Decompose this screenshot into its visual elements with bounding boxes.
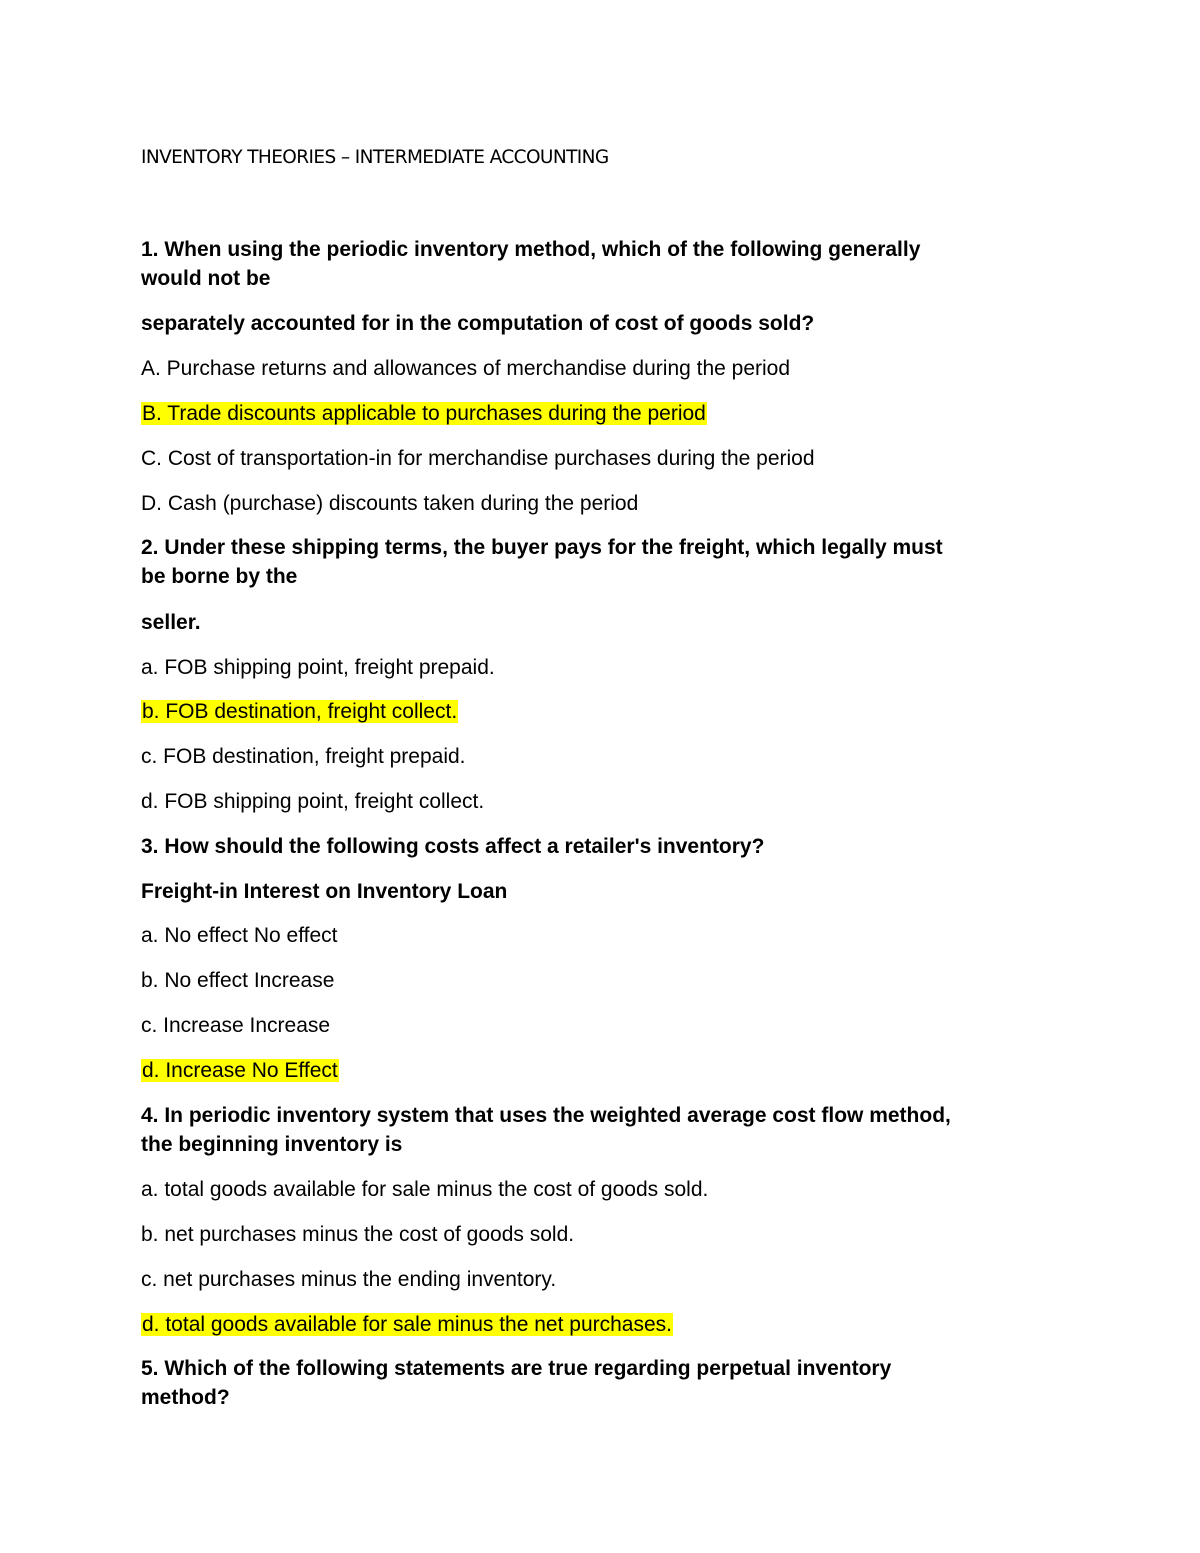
option-text: a. total goods available for sale minus the cost of goods sold. [141,1178,709,1201]
question-4-option-d-answer [141,1310,673,1339]
question-2-option-c [141,742,466,771]
question-4-text-line-2: the beginning inventory is [141,1133,403,1156]
highlighted-answer: d. total goods available for sale minus the net purchases. [142,1313,672,1336]
question-1-text-line-2: would not be [141,267,271,290]
document-title: INVENTORY THEORIES – INTERMEDIATE ACCOUNTING [141,147,609,168]
question-3-option-a [141,921,338,950]
option-text: b. net purchases minus the cost of goods sold. [141,1223,575,1246]
question-4-option-b [141,1220,574,1249]
question-1-option-b-answer [141,399,707,428]
option-text: b. No effect Increase [141,969,335,992]
option-text: d. FOB shipping point, freight collect. [141,790,485,813]
option-text: c. net purchases minus the ending inventory. [141,1268,557,1291]
question-2-option-d [141,787,484,816]
highlighted-answer: B. Trade discounts applicable to purchases during the period [142,402,706,425]
question-4-text-line-1: 4. In periodic inventory system that uses the weighted average cost flow method, [141,1104,951,1127]
question-2-option-a [141,653,495,682]
highlighted-answer: b. FOB destination, freight collect. [142,700,458,723]
question-3-option-d-answer [141,1056,339,1085]
question-1-option-c [141,444,815,473]
question-3-option-b [141,966,334,995]
question-1-option-d [141,489,638,518]
question-4-option-c [141,1265,556,1294]
question-2-text-line-3: seller. [141,611,201,634]
question-1-text-line-3: separately accounted for in the computation of cost of goods sold? [141,312,815,335]
option-text: A. Purchase returns and allowances of merchandise during the period [141,357,791,380]
question-1-text-line-1: 1. When using the periodic inventory method, which of the following generally [141,238,921,261]
question-3-text-line-2: Freight-in Interest on Inventory Loan [141,880,508,903]
option-text: C. Cost of transportation-in for merchandise purchases during the period [141,447,815,470]
question-3-text-line-1: 3. How should the following costs affect a retailer's inventory? [141,835,765,858]
option-text: c. FOB destination, freight prepaid. [141,745,466,768]
option-text: c. Increase Increase [141,1014,331,1037]
question-2-option-b-answer [141,697,458,726]
question-2-text-line-2: be borne by the [141,565,298,588]
question-3-option-c [141,1011,330,1040]
option-text: D. Cash (purchase) discounts taken during the period [141,492,639,515]
question-5-text-line-2: method? [141,1386,230,1409]
question-4-option-a [141,1175,708,1204]
question-2-text-line-1: 2. Under these shipping terms, the buyer pays for the freight, which legally must [141,536,943,559]
question-5-text-line-1: 5. Which of the following statements are true regarding perpetual inventory [141,1357,892,1380]
highlighted-answer: d. Increase No Effect [142,1059,338,1082]
question-1-option-a [141,354,790,383]
option-text: a. FOB shipping point, freight prepaid. [141,656,495,679]
option-text: a. No effect No effect [141,924,338,947]
